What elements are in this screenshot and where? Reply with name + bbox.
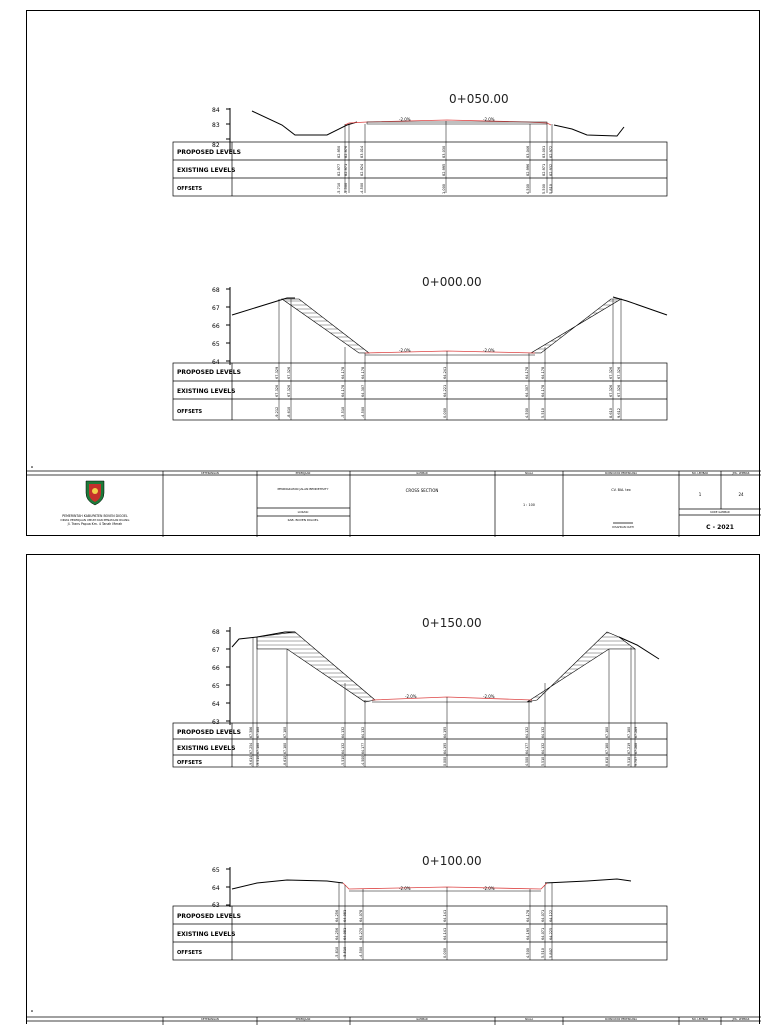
section-title-150: 0+150.00	[422, 616, 482, 630]
values-100	[335, 910, 553, 958]
prop-050-5: 83.001	[542, 145, 546, 158]
prop-050-6: 82.972	[549, 145, 553, 158]
exist-050-3: 82.995	[442, 163, 446, 176]
slope-050-left: -2.0%	[399, 117, 411, 122]
off-150-9: 9.510	[627, 756, 631, 766]
prop-000-3: 64.178	[361, 366, 365, 379]
exist-100-2: 64.270	[359, 927, 363, 940]
off-150-0: -9.614	[249, 755, 253, 766]
tb2-h-skala: SKALA	[524, 1018, 534, 1021]
off-000-1: -8.610	[287, 406, 291, 418]
prop-100-1: 64.081	[343, 909, 347, 922]
exist-000-7: 67.326	[609, 384, 613, 397]
sheet-1-drawing	[27, 11, 761, 537]
exist-150-7: 64.132	[541, 742, 545, 754]
off-150-8: 8.610	[605, 756, 609, 766]
off-100-3: 0.000	[443, 947, 447, 958]
exist-050-6: 82.932	[549, 163, 553, 176]
off-150-10: 9.707	[634, 756, 638, 766]
prop-050-2: 83.014	[360, 145, 364, 158]
exist-100-6: 64.225	[549, 927, 553, 940]
row-label-existing-100: EXISTING LEVELS	[177, 931, 236, 938]
prop-100-4: 64.178	[526, 909, 530, 922]
exist-150-8: 67.180	[605, 742, 609, 754]
off-050-1: -5.500	[344, 182, 348, 194]
row-label-offsets-050: OFFSETS	[177, 186, 203, 192]
prop-150-2: 67.180	[283, 726, 287, 738]
prop-000-4: 64.241	[443, 366, 447, 379]
road-surface-000	[365, 351, 535, 353]
exist-050-2: 82.924	[360, 163, 364, 176]
exist-100-4: 64.195	[526, 927, 530, 940]
exist-000-5: 64.307	[525, 384, 529, 397]
exist-000-1: 67.326	[287, 384, 291, 397]
off-000-6: 5.510	[541, 407, 545, 418]
prop-050-0: 82.950	[337, 145, 341, 158]
off-000-8: 9.612	[617, 407, 621, 418]
tb-kode-label: KODE GAMBAR	[710, 511, 730, 514]
prop-150-8: 67.180	[605, 726, 609, 738]
row-label-proposed-000: PROPOSED LEVELS	[177, 369, 241, 376]
tb-gambar: CROSS SECTION	[405, 488, 439, 493]
tb-no-lembar: 1	[698, 492, 702, 497]
drawing-sheet-1	[26, 10, 760, 536]
prop-050-4: 83.046	[526, 145, 530, 158]
tb-jml-lembar: 24	[738, 492, 744, 497]
tb-lokasi-label: LOKASI	[297, 510, 309, 514]
off-000-2: -5.510	[341, 406, 345, 418]
exist-100-3: 64.141	[443, 927, 447, 940]
exist-150-9: 67.219	[627, 742, 631, 754]
prop-050-1: 82.976	[344, 145, 348, 158]
tb-lokasi: KAB. BOVEN DIGOEL	[287, 518, 319, 522]
exist-000-2: 64.178	[341, 384, 345, 397]
prop-150-10: 67.269	[634, 726, 638, 738]
tb2-h-konsultan: KONSULTAN PERENCANA	[605, 1018, 637, 1021]
road-surface-150	[372, 697, 532, 700]
off-000-3: -4.500	[361, 406, 365, 418]
tb2-h-pekerjaan: PEKERJAAN	[295, 1018, 311, 1021]
exist-150-2: 67.180	[283, 742, 287, 754]
exist-050-4: 82.996	[526, 163, 530, 176]
tb-konsultan: CV. BIA. tex	[611, 488, 631, 492]
y-tick-100-1: 64	[212, 885, 220, 892]
levels-table-000	[173, 363, 667, 420]
prop-150-7: 64.132	[541, 726, 545, 738]
exist-050-5: 82.971	[542, 163, 546, 176]
prop-150-3: 64.132	[341, 726, 345, 738]
off-150-3: -5.510	[341, 755, 345, 766]
exist-050-1: 82.971	[344, 163, 348, 176]
prop-150-5: 64.195	[443, 726, 447, 738]
values-050	[337, 145, 553, 194]
tb-h-skala: SKALA	[524, 472, 534, 475]
section-title-050: 0+050.00	[449, 92, 509, 106]
prop-000-8: 67.326	[617, 366, 621, 379]
existing-ground-100-right	[545, 879, 631, 883]
slope-050-right: -2.0%	[483, 117, 495, 122]
tb-h-keterangan: KETERANGAN	[201, 472, 219, 475]
cut-fill-150-right	[527, 632, 635, 702]
row-label-offsets-150: OFFSETS	[177, 760, 203, 766]
y-tick-150-4: 64	[212, 701, 220, 708]
slope-000-left: -2.0%	[399, 348, 411, 353]
exist-150-6: 64.177	[525, 742, 529, 754]
row-label-proposed-050: PROPOSED LEVELS	[177, 149, 241, 156]
tb-h-konsultan: KONSULTAN PERENCANA	[605, 472, 637, 475]
cut-fill-150-left	[257, 632, 375, 702]
exist-150-0: 67.254	[249, 742, 253, 754]
tb-h-no-lembar: NO. LEMBAR	[691, 472, 709, 475]
section-title-100: 0+100.00	[422, 854, 482, 868]
exist-000-8: 67.326	[617, 384, 621, 397]
prop-100-6: 64.122	[549, 909, 553, 922]
y-tick-050-1: 83	[212, 122, 220, 129]
row-label-proposed-100: PROPOSED LEVELS	[177, 913, 241, 920]
tb-disahkan: DISAHKAN OLEH	[612, 526, 634, 529]
tb-h-gambar: GAMBAR	[416, 472, 428, 475]
section-title-000: 0+000.00	[422, 275, 482, 289]
levels-table-100	[173, 906, 667, 960]
off-000-7: 8.610	[609, 407, 613, 418]
row-label-offsets-100: OFFSETS	[177, 950, 203, 956]
off-050-2: -4.500	[360, 182, 364, 194]
tb-kode: C - 2021	[706, 524, 734, 531]
off-000-4: 0.000	[443, 407, 447, 418]
off-150-5: 0.000	[443, 756, 447, 766]
exist-050-0: 82.977	[337, 163, 341, 176]
off-100-4: 4.500	[526, 947, 530, 958]
prop-150-1: 67.180	[256, 726, 260, 738]
prop-050-3: 83.030	[442, 145, 446, 158]
levels-table-150	[173, 723, 667, 767]
levels-table-050	[173, 142, 667, 196]
existing-ground-050	[252, 111, 357, 135]
off-100-1: -5.510	[343, 946, 347, 958]
row-label-offsets-000: OFFSETS	[177, 409, 203, 415]
tb2-h-gambar: GAMBAR	[416, 1018, 428, 1021]
prop-000-0: 67.329	[275, 366, 279, 379]
cut-fill-000-left	[282, 299, 369, 353]
y-tick-150-1: 67	[212, 647, 220, 654]
drawing-sheet-2	[26, 554, 760, 1024]
off-000-5: 4.500	[525, 407, 529, 418]
exist-000-0: 67.326	[275, 384, 279, 397]
exist-150-3: 64.132	[341, 742, 345, 754]
values-000	[275, 367, 621, 418]
off-100-0: -5.810	[335, 946, 339, 958]
off-100-2: -4.500	[359, 946, 363, 958]
off-050-5: 5.500	[542, 183, 546, 194]
exist-150-10: 67.268	[634, 742, 638, 754]
y-tick-000-2: 66	[212, 323, 220, 330]
y-tick-150-2: 66	[212, 665, 220, 672]
prop-100-3: 64.141	[443, 909, 447, 922]
y-tick-000-3: 65	[212, 341, 220, 348]
off-150-4: -4.500	[361, 755, 365, 766]
prop-150-4: 64.132	[361, 726, 365, 738]
off-050-4: 4.500	[526, 183, 530, 194]
exist-000-4: 64.221	[443, 384, 447, 397]
off-100-6: 5.807	[549, 947, 553, 958]
y-tick-000-4: 64	[212, 359, 220, 366]
prop-000-1: 67.326	[287, 366, 291, 379]
y-tick-000-1: 67	[212, 305, 220, 312]
row-label-existing-150: EXISTING LEVELS	[177, 745, 236, 752]
prop-000-7: 67.326	[609, 366, 613, 379]
exist-150-5: 64.195	[443, 742, 447, 754]
tb-h-jml-lembar: JML. LEMBAR	[732, 472, 750, 475]
tb-h-pekerjaan: PEKERJAAN	[295, 472, 311, 475]
values-150	[249, 727, 638, 766]
org-line-2: DINAS PEKERJAAN UMUM DAN PENATAAN RUANG	[60, 518, 130, 522]
y-tick-150-0: 68	[212, 629, 220, 636]
prop-150-6: 64.132	[525, 726, 529, 738]
exist-000-6: 64.178	[541, 384, 545, 397]
prop-150-9: 67.180	[627, 726, 631, 738]
y-tick-000-0: 68	[212, 287, 220, 294]
off-050-6: 5.810	[549, 183, 553, 194]
row-label-proposed-150: PROPOSED LEVELS	[177, 729, 241, 736]
slope-150-right: -2.0%	[483, 694, 495, 699]
prop-100-2: 64.078	[359, 909, 363, 922]
prop-100-5: 64.071	[541, 909, 545, 922]
org-line-1: PEMERINTAH KABUPATEN BOVEN DIGOEL	[62, 514, 128, 518]
existing-ground-050-right	[554, 125, 624, 136]
off-150-2: -8.610	[283, 755, 287, 766]
y-tick-050-2: 82	[212, 142, 220, 149]
exist-100-5: 64.071	[541, 927, 545, 940]
row-label-existing-000: EXISTING LEVELS	[177, 388, 236, 395]
road-surface-100	[343, 883, 547, 889]
exist-150-4: 64.177	[361, 742, 365, 754]
y-tick-150-5: 63	[212, 719, 220, 726]
tb2-h-keterangan: KETERANGAN	[201, 1018, 219, 1021]
tb2-h-jml-lembar: JML. LEMBAR	[732, 1018, 750, 1021]
row-label-existing-050: EXISTING LEVELS	[177, 167, 236, 174]
org-line-3: Jl. Trans Papua Km. 4 Tanah Merah	[67, 522, 123, 526]
y-tick-100-2: 63	[212, 902, 220, 909]
tb-pekerjaan: PENINGKATAN JALAN BENDEHSITY	[277, 487, 329, 491]
regency-logo	[86, 481, 104, 505]
prop-000-2: 64.178	[341, 366, 345, 379]
off-000-0: -9.212	[275, 406, 279, 418]
cut-fill-000-right	[531, 299, 621, 353]
sheet-2-drawing	[27, 555, 761, 1025]
tb2-h-no-lembar: NO. LEMBAR	[691, 1018, 709, 1021]
slope-000-right: -2.0%	[483, 348, 495, 353]
prop-000-5: 64.178	[525, 366, 529, 379]
exist-100-1: 64.081	[343, 927, 347, 940]
slope-100-right: -2.0%	[483, 886, 495, 891]
y-tick-100-0: 65	[212, 867, 220, 874]
off-150-6: 4.500	[525, 756, 529, 766]
exist-000-3: 64.307	[361, 384, 365, 397]
prop-100-0: 64.256	[335, 909, 339, 922]
exist-100-0: 64.256	[335, 927, 339, 940]
title-block	[27, 471, 761, 537]
y-tick-050-0: 84	[212, 107, 220, 114]
off-150-7: 5.510	[541, 756, 545, 766]
off-050-0: -5.710	[337, 182, 341, 194]
y-tick-150-3: 65	[212, 683, 220, 690]
tb-skala: 1 : 100	[523, 503, 535, 507]
existing-ground-100	[232, 880, 343, 889]
slope-100-left: -2.0%	[399, 886, 411, 891]
slope-150-left: -2.0%	[405, 694, 417, 699]
prop-150-0: 67.306	[249, 726, 253, 738]
off-150-1: -9.510	[256, 755, 260, 766]
off-100-5: 5.510	[541, 947, 545, 958]
exist-150-1: 67.180	[256, 742, 260, 754]
prop-000-6: 64.178	[541, 366, 545, 379]
off-050-3: 1.000	[442, 183, 446, 194]
